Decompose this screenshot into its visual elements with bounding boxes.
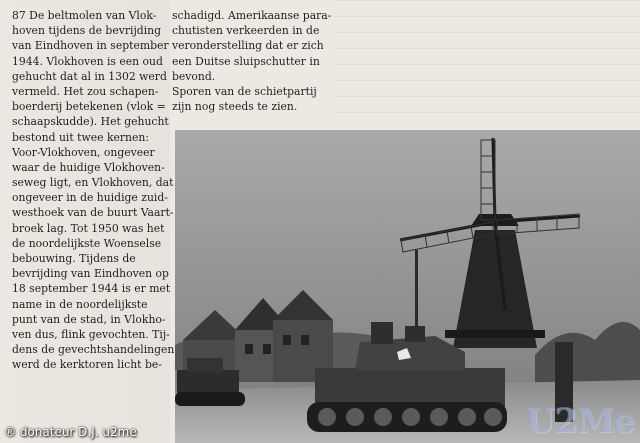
caption-line: Voor-Vlokhoven, ongeveer (12, 145, 155, 159)
caption-line: bebouwing. Tijdens de (12, 252, 136, 265)
caption-line: name in de noordelijkste (12, 297, 148, 311)
facing-page-bleed-through (335, 0, 640, 128)
caption-line: zijn nog steeds te zien. (172, 100, 298, 114)
caption-line: gehucht dat al in 1302 werd (12, 69, 167, 83)
caption-line: schadigd. Amerikaanse para- (172, 9, 332, 22)
caption-line: werd de kerktoren licht be- (12, 358, 162, 372)
caption-line: bestond uit twee kernen: (12, 130, 149, 144)
caption-line: 18 september 1944 is er met (12, 282, 171, 296)
caption-line: punt van de stad, in Vlokho- (12, 312, 166, 326)
caption-line: waar de huidige Vlokhoven- (12, 160, 165, 174)
caption-line: bevrijding van Eindhoven op (12, 267, 169, 281)
caption-line: bevond. (172, 69, 216, 83)
caption-middle-column (172, 8, 331, 114)
copyright-notice: ® donateur D.J. u2me (4, 425, 137, 439)
caption-line: chutisten verkeerden in de (172, 24, 320, 38)
caption-line: schaapskudde). Het gehucht (12, 115, 169, 129)
caption-line: hoven tijdens de bevrijding (12, 24, 162, 38)
caption-line: vermeld. Het zou schapen- (12, 84, 159, 98)
caption-line: de noordelijkste Woenselse (12, 236, 162, 250)
windmill-photo (175, 130, 640, 443)
windmill-tank-scene (175, 130, 640, 443)
caption-line: 87 De beltmolen van Vlok- (12, 9, 157, 22)
caption-line: 1944. Vlokhoven is een oud (12, 54, 163, 68)
caption-line: ven dus, flink gevochten. Tij- (12, 327, 170, 341)
caption-line: seweg ligt, en Vlokhoven, dat (12, 176, 174, 190)
caption-line: ongeveer in de huidige zuid- (12, 191, 168, 205)
caption-line: boerderij betekenen (vlok = (12, 100, 166, 114)
caption-line: van Eindhoven in september (12, 39, 169, 53)
caption-line: broek lag. Tot 1950 was het (12, 221, 165, 235)
caption-line: dens de gevechtshandelingen (12, 343, 175, 357)
caption-line: een Duitse sluipschutter in (172, 54, 320, 68)
caption-line: westhoek van de buurt Vaart- (12, 206, 174, 220)
u2me-watermark: U2Me (525, 401, 634, 441)
caption-left-column (12, 8, 174, 373)
caption-line: Sporen van de schietpartij (172, 84, 317, 98)
caption-line: veronderstelling dat er zich (172, 39, 324, 53)
